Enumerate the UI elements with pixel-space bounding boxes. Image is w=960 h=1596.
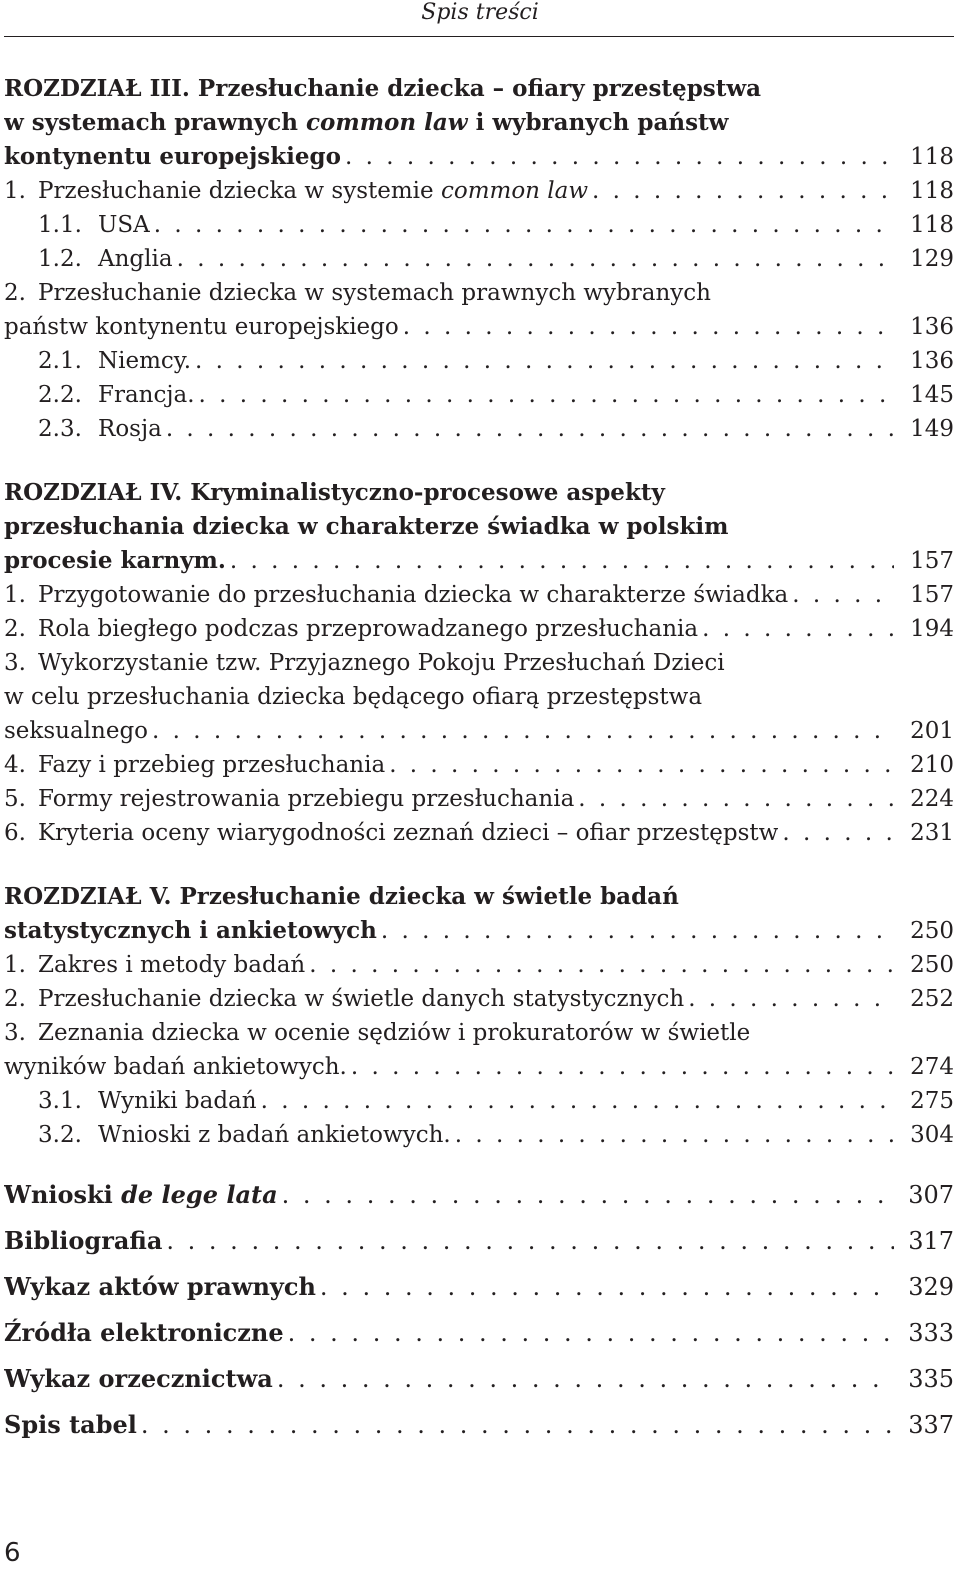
chapter-5: [4, 880, 954, 1152]
toc-entry-conclusions[interactable]: Wnioski de lege lata . . . 307: [4, 1172, 954, 1218]
toc-entry-legal-acts[interactable]: Wykaz aktów prawnych . . . 329: [4, 1264, 954, 1310]
header-rule: [4, 36, 954, 37]
toc-entry-electronic-sources[interactable]: Źródła elektroniczne . . . 333: [4, 1310, 954, 1356]
chapter-3-title[interactable]: ROZDZIAŁ III. Przesłuchanie dziecka – ofiary przestępstwa w systemach prawnych common law i wybranych państw kontynentu europejskiego . . . 118: [4, 72, 954, 174]
toc-entry-5-3[interactable]: 3. Zeznania dziecka w ocenie sędziów i prokuratorów w świetle wyników badań ankietowych. . . . 274: [4, 1016, 954, 1084]
toc-entry-4-4[interactable]: 4. Fazy i przebieg przesłuchania . . . 210: [4, 748, 954, 782]
running-header: [0, 0, 960, 32]
toc-entry-3-1-2[interactable]: 1.2. Anglia . . . 129: [4, 242, 954, 276]
toc-entry-4-3[interactable]: 3. Wykorzystanie tzw. Przyjaznego Pokoju Przesłuchań Dzieci w celu przesłuchania dziecka będącego ofiarą przestępstwa seksualnego . . . 201: [4, 646, 954, 748]
leader-dots: [345, 140, 894, 174]
chapter-4: [4, 476, 954, 850]
toc-entry-4-1[interactable]: 1. Przygotowanie do przesłuchania dziecka w charakterze świadka . . . 157: [4, 578, 954, 612]
toc-entry-tables[interactable]: Spis tabel . . . 337: [4, 1402, 954, 1448]
toc-entry-5-3-2[interactable]: 3.2. Wnioski z badań ankietowych. . . . 304: [4, 1118, 954, 1152]
toc-entry-3-1-1[interactable]: 1.1. USA . . . 118: [4, 208, 954, 242]
page-footer: [4, 1538, 21, 1568]
chapter-5-title[interactable]: ROZDZIAŁ V. Przesłuchanie dziecka w świetle badań statystycznych i ankietowych . . . 250: [4, 880, 954, 948]
chapter-4-title[interactable]: ROZDZIAŁ IV. Kryminalistyczno-procesowe aspekty przesłuchania dziecka w charakterze świadka w polskim procesie karnym. . . . 157: [4, 476, 954, 578]
toc-entry-3-2-2[interactable]: 2.2. Francja. . . . 145: [4, 378, 954, 412]
folio-page-number: 6: [4, 1538, 21, 1568]
toc-entry-3-2-1[interactable]: 2.1. Niemcy. . . . 136: [4, 344, 954, 378]
toc-entry-5-2[interactable]: 2. Przesłuchanie dziecka w świetle danych statystycznych . . . 252: [4, 982, 954, 1016]
chapter-3: [4, 72, 954, 446]
toc-entry-bibliography[interactable]: Bibliografia . . . 317: [4, 1218, 954, 1264]
back-matter: [4, 1172, 954, 1448]
toc-entry-case-law[interactable]: Wykaz orzecznictwa . . . 335: [4, 1356, 954, 1402]
table-of-contents: [4, 72, 954, 1448]
running-title: Spis treści: [421, 0, 539, 25]
toc-entry-4-6[interactable]: 6. Kryteria oceny wiarygodności zeznań dzieci – ofiar przestępstw . . . 231: [4, 816, 954, 850]
toc-entry-4-5[interactable]: 5. Formy rejestrowania przebiegu przesłuchania . . . 224: [4, 782, 954, 816]
toc-entry-3-2-3[interactable]: 2.3. Rosja . . . 149: [4, 412, 954, 446]
toc-entry-5-3-1[interactable]: 3.1. Wyniki badań . . . 275: [4, 1084, 954, 1118]
page-number: 118: [910, 144, 954, 170]
toc-entry-4-2[interactable]: 2. Rola biegłego podczas przeprowadzanego przesłuchania . . . 194: [4, 612, 954, 646]
toc-entry-5-1[interactable]: 1. Zakres i metody badań . . . 250: [4, 948, 954, 982]
toc-entry-3-2[interactable]: 2. Przesłuchanie dziecka w systemach prawnych wybranych państw kontynentu europejskiego . . . 136: [4, 276, 954, 344]
toc-entry-3-1[interactable]: 1. Przesłuchanie dziecka w systemie common law . . . 118: [4, 174, 954, 208]
